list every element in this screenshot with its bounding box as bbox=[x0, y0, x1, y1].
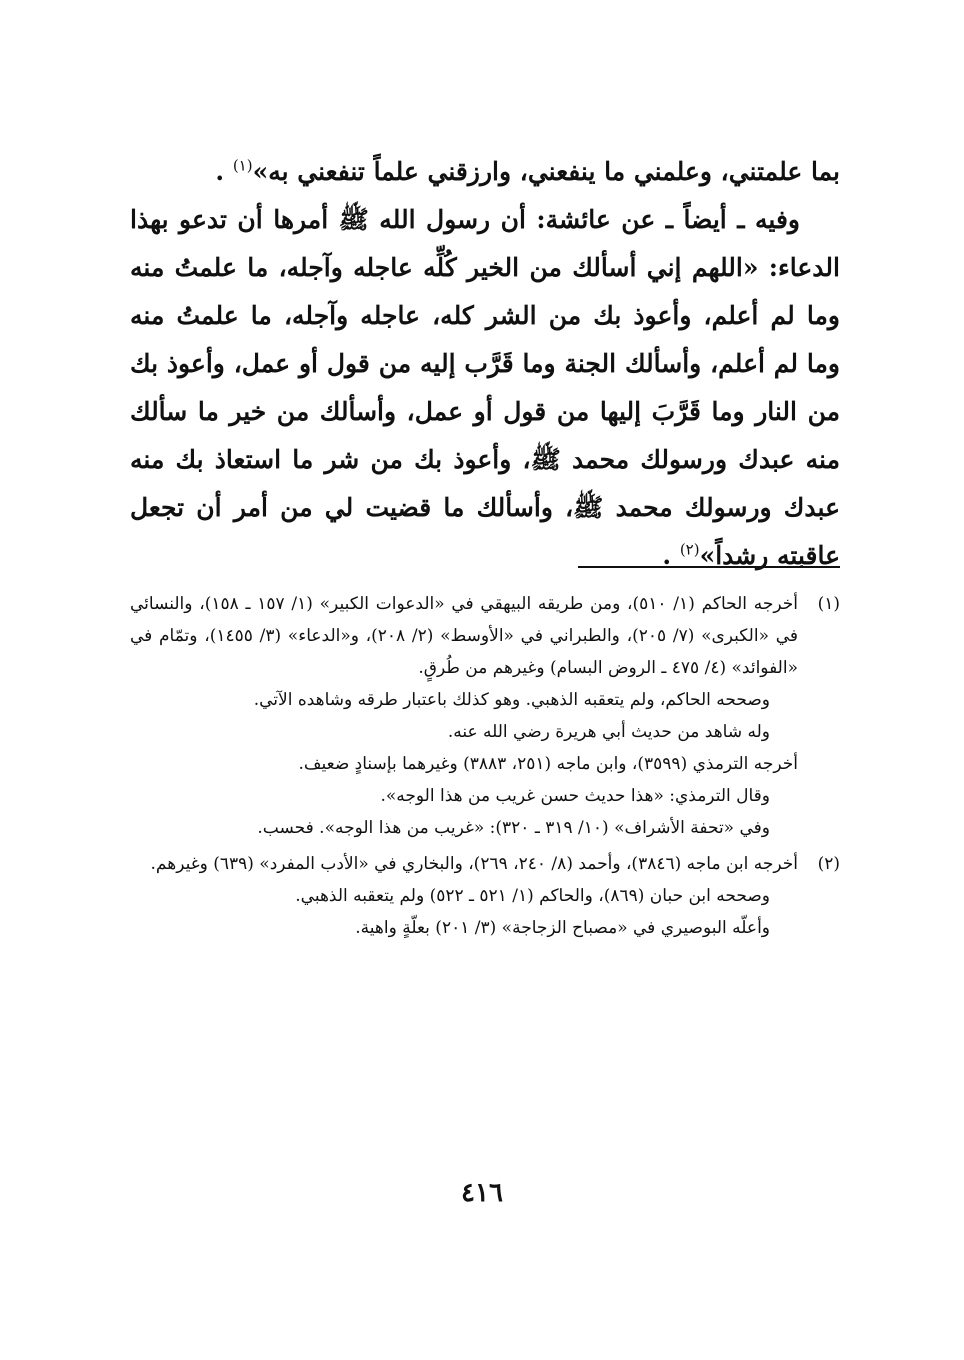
footnote-1 bbox=[130, 588, 840, 844]
paragraph-tail: . bbox=[215, 157, 225, 186]
footnote-ref-1: (١) bbox=[232, 156, 253, 175]
page-number: ٤١٦ bbox=[461, 1178, 503, 1208]
footnotes bbox=[130, 588, 840, 944]
footnote-ref-2: (٢) bbox=[679, 540, 700, 559]
main-paragraph-1 bbox=[130, 148, 840, 196]
footnote-paragraph: أخرجه الترمذي (٣٥٩٩)، وابن ماجه (٢٥١، ٣٨٨٣) وغيرهما بإسنادٍ ضعيف. bbox=[298, 754, 798, 774]
footnote-2 bbox=[130, 848, 840, 944]
footnote-paragraph: وله شاهد من حديث أبي هريرة رضي الله عنه. bbox=[447, 722, 770, 742]
footnote-separator bbox=[578, 566, 840, 568]
paragraph-text: وفيه ـ أيضاً ـ عن عائشة: أن رسول الله ﷺ أمرها أن تدعو بهذا الدعاء: «اللهم إني أسألك من الخير كُلِّه عاجله وآجله، ما علمتُ منه وما لم أعلم، وأعوذ بك من الشر كله، عاجله وآجله، ما علمتُ منه وما لم أعلم، وأسألك الجنة وما قَرَّب إليه من قول أو عمل، وأعوذ بك من النار وما قَرَّبَ إليها من قول أو عمل، وأسألك من خير ما سألك منه عبدك ورسولك محمد ﷺ، وأعوذ بك من شر ما استعاذ بك منه عبدك ورسولك محمد ﷺ، وأسألك ما قضيت لي من أمر أن تجعل عاقبته رشداً» bbox=[130, 205, 840, 570]
footnote-paragraph: وصححه ابن حبان (٨٦٩)، والحاكم (١/ ٥٢١ ـ ٥٢٢) ولم يتعقبه الذهبي. bbox=[295, 886, 770, 906]
footnote-paragraph: أخرجه الحاكم (١/ ٥١٠)، ومن طريقه البيهقي في «الدعوات الكبير» (١/ ١٥٧ ـ ١٥٨)، والنسائي في «الكبرى» (٧/ ٢٠٥)، والطبراني في «الأوسط» (٢/ ٢٠٨)، و«الدعاء» (٣/ ١٤٥٥)، وتمّام في «الفوائد» (٤/ ٤٧٥ ـ الروض البسام) وغيرهم من طُرقٍ. bbox=[130, 594, 799, 678]
footnote-paragraph: وأعلّه البوصيري في «مصباح الزجاجة» (٣/ ٢٠١) بعلّةٍ واهية. bbox=[355, 918, 770, 938]
main-text bbox=[130, 148, 840, 580]
footnote-paragraph: وفي «تحفة الأشراف» (١٠/ ٣١٩ ـ ٣٢٠): «غريب من هذا الوجه». فحسب. bbox=[257, 818, 770, 838]
footnote-number: (٢) bbox=[817, 854, 840, 874]
footnote-paragraph: وقال الترمذي: «هذا حديث حسن غريب من هذا الوجه». bbox=[380, 786, 770, 806]
footnote-paragraph: وصححه الحاكم، ولم يتعقبه الذهبي. وهو كذلك باعتبار طرقه وشاهده الآتي. bbox=[253, 690, 770, 710]
footnote-paragraph: أخرجه ابن ماجه (٣٨٤٦)، وأحمد (٨/ ٢٤٠، ٢٦٩)، والبخاري في «الأدب المفرد» (٦٣٩) وغيرهم. bbox=[150, 854, 798, 874]
paragraph-tail: . bbox=[662, 541, 672, 570]
main-paragraph-2 bbox=[130, 196, 840, 580]
footnote-number: (١) bbox=[817, 594, 840, 614]
paragraph-text: بما علمتني، وعلمني ما ينفعني، وارزقني علماً تنفعني به» bbox=[252, 157, 840, 186]
